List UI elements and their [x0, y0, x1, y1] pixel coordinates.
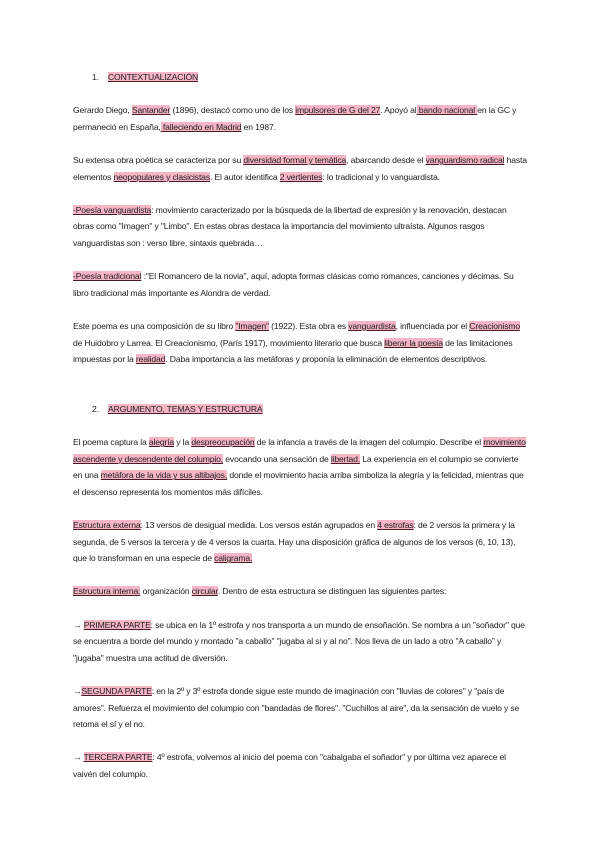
text-span: y la: [174, 437, 192, 448]
text-span: La experiencia en el columpio se convierte en una: [73, 453, 519, 481]
text-span: (1922). Esta obra es: [268, 320, 349, 331]
paragraph-estructura-interna: [73, 583, 528, 600]
highlight: neopopulares y clasicistas: [113, 171, 210, 182]
text-span: evocando una sensación de: [223, 453, 331, 464]
highlight: Estructura externa: [73, 520, 141, 531]
arrow-glyph: →: [73, 752, 84, 763]
text-span: . Apoyó al: [380, 105, 417, 116]
section-heading-contextualizacion: [73, 69, 528, 86]
highlight: TERCERA PARTE: [83, 752, 153, 763]
highlight: diversidad formal y temática: [243, 154, 347, 165]
text-span: de las limitaciones impuestas por la: [73, 337, 513, 365]
text-span: :"El Romancero de la novia", aquí, adopta formas clásicas como romances, canciones y décimas. Su libro tradicional más importante es Alondra de verdad.: [73, 271, 514, 298]
highlight: movimiento ascendente y descendente del columpio,: [73, 437, 526, 464]
highlight: libertad.: [330, 453, 361, 464]
highlight: impulsores de G del 27: [295, 105, 381, 116]
text-span: : en la 2º y 3º estrofa donde sigue este mundo de imaginación con "lluvias de colores" y "país de amores". Refuerza el movimiento del columpio con "bandadas de flores". "Cuchillos al aire", da la sensación de vuelo y se retoma el sí y el no.: [73, 685, 520, 730]
highlight: -Poesía vanguardista: [73, 204, 152, 215]
arrow-glyph: →: [73, 685, 82, 696]
highlight: liberar la poesía: [384, 337, 443, 348]
highlight: SEGUNDA PARTE: [81, 685, 152, 696]
text-span: . Daba importancia a las metáforas y proponía la eliminación de elementos descriptivos.: [165, 354, 488, 365]
text-span: , abarcando desde el: [346, 154, 426, 165]
paragraph-primera-parte: [73, 617, 528, 667]
paragraph-imagen: [73, 318, 528, 368]
text-span: Su extensa obra poética se caracteriza por su: [73, 154, 244, 165]
paragraph-segunda-parte: [73, 683, 528, 733]
highlight: Creacionismo: [469, 320, 521, 331]
text-span: en la GC y permaneció en España,: [73, 105, 517, 132]
text-span: . El autor identifica: [209, 171, 280, 182]
text-span: Gerardo Diego,: [73, 105, 132, 116]
document-body: [73, 69, 528, 783]
paragraph-biography: [73, 102, 528, 135]
text-span: de la infancia a través de la imagen del columpio. Describe el: [254, 437, 484, 448]
text-span: , influenciada por el: [395, 320, 470, 331]
text-span: : movimiento caracterizado por la búsqueda de la libertad de expresión y la renovación, destacan obras como "Imagen" y "Limbo". En estas obras destaca la importancia del movimiento ultraísta. Algunos rasgos vanguardistas son : verso libre, sintaxis quebrada…: [73, 204, 507, 248]
heading-text: ARGUMENTO, TEMAS Y ESTRUCTURA: [108, 403, 263, 414]
highlight: PRIMERA PARTE: [83, 619, 151, 630]
highlight: vanguardista: [348, 320, 396, 331]
text-span: (1896), destacó como uno de los: [170, 105, 296, 116]
paragraph-tercera-parte: [73, 749, 528, 782]
text-span: Este poema es una composición de su libro: [73, 320, 236, 331]
text-span: de Huidobro y Larrea. El Creacionismo, (París 1917), movimiento literario que busca: [73, 337, 385, 348]
highlight: 4 estrofas: [377, 520, 414, 531]
highlight: falleciendo en Madrid: [160, 121, 242, 132]
highlight: Estructura interna:: [73, 586, 141, 597]
highlight: alegría: [148, 437, 175, 448]
highlight: caligrama.: [214, 553, 253, 564]
text-span: en 1987.: [241, 121, 276, 132]
highlight: vanguardismo radical: [425, 154, 505, 165]
text-span: . Dentro de esta estructura se distinguen las siguientes partes:: [217, 586, 447, 597]
highlight: circular: [191, 586, 218, 597]
heading-text: CONTEXTUALIZACIÓN: [108, 72, 199, 82]
paragraph-poesia-vanguardista: [73, 202, 528, 252]
highlight: -Poesía tradicional: [73, 271, 142, 282]
arrow-glyph: →: [73, 619, 84, 630]
paragraph-poesia-tradicional: [73, 268, 528, 301]
section-heading-argumento: [73, 401, 528, 418]
highlight: bando nacional: [416, 105, 478, 116]
text-span: : lo tradicional y lo vanguardista.: [322, 171, 440, 182]
highlight: Santander: [131, 105, 171, 116]
paragraph-argumento: [73, 434, 528, 500]
text-span: donde el movimiento hacia arriba simboliza la alegría y la felicidad, mientras que el descenso representa los momentos más difíciles.: [73, 470, 524, 497]
highlight: realidad: [135, 354, 166, 365]
text-span: El poema captura la: [73, 437, 149, 448]
highlight: despreocupación: [191, 437, 255, 448]
text-span: : de 2 versos la primera y la segunda, de 5 versos la tercera y de 4 versos la cuarta. Hay una disposición gráfica de algunos de los versos (6, 10, 13), que lo transforman en una especie de: [73, 520, 516, 564]
text-span: organización: [140, 586, 192, 597]
heading-number: 1.: [92, 72, 99, 82]
paragraph-obra: [73, 152, 528, 185]
text-span: : se ubica en la 1º estrofa y nos transporta a un mundo de ensoñación. Se nombra a un "soñador" que se encuentra a borde del mundo y montado "a caballo" "jugaba al si y al no". Nos lleva de un lado a otro "A caballo" y "jugaba" muestra una actitud de diversión.: [73, 619, 525, 663]
text-span: : 13 versos de desigual medida. Los versos están agrupados en: [140, 520, 378, 531]
highlight: "Imagen": [235, 320, 269, 331]
heading-number: 2.: [92, 403, 99, 414]
text-span: : 4º estrofa, volvemos al inicio del poema con "cabalgaba el soñador" y por última vez aparece el vaivén del columpio.: [73, 752, 506, 779]
highlight: 2 vertientes: [279, 171, 323, 182]
text-span: hasta elementos: [73, 154, 527, 182]
highlight: metáfora de la vida y sus altibajos,: [100, 470, 228, 481]
paragraph-estructura-externa: [73, 517, 528, 567]
